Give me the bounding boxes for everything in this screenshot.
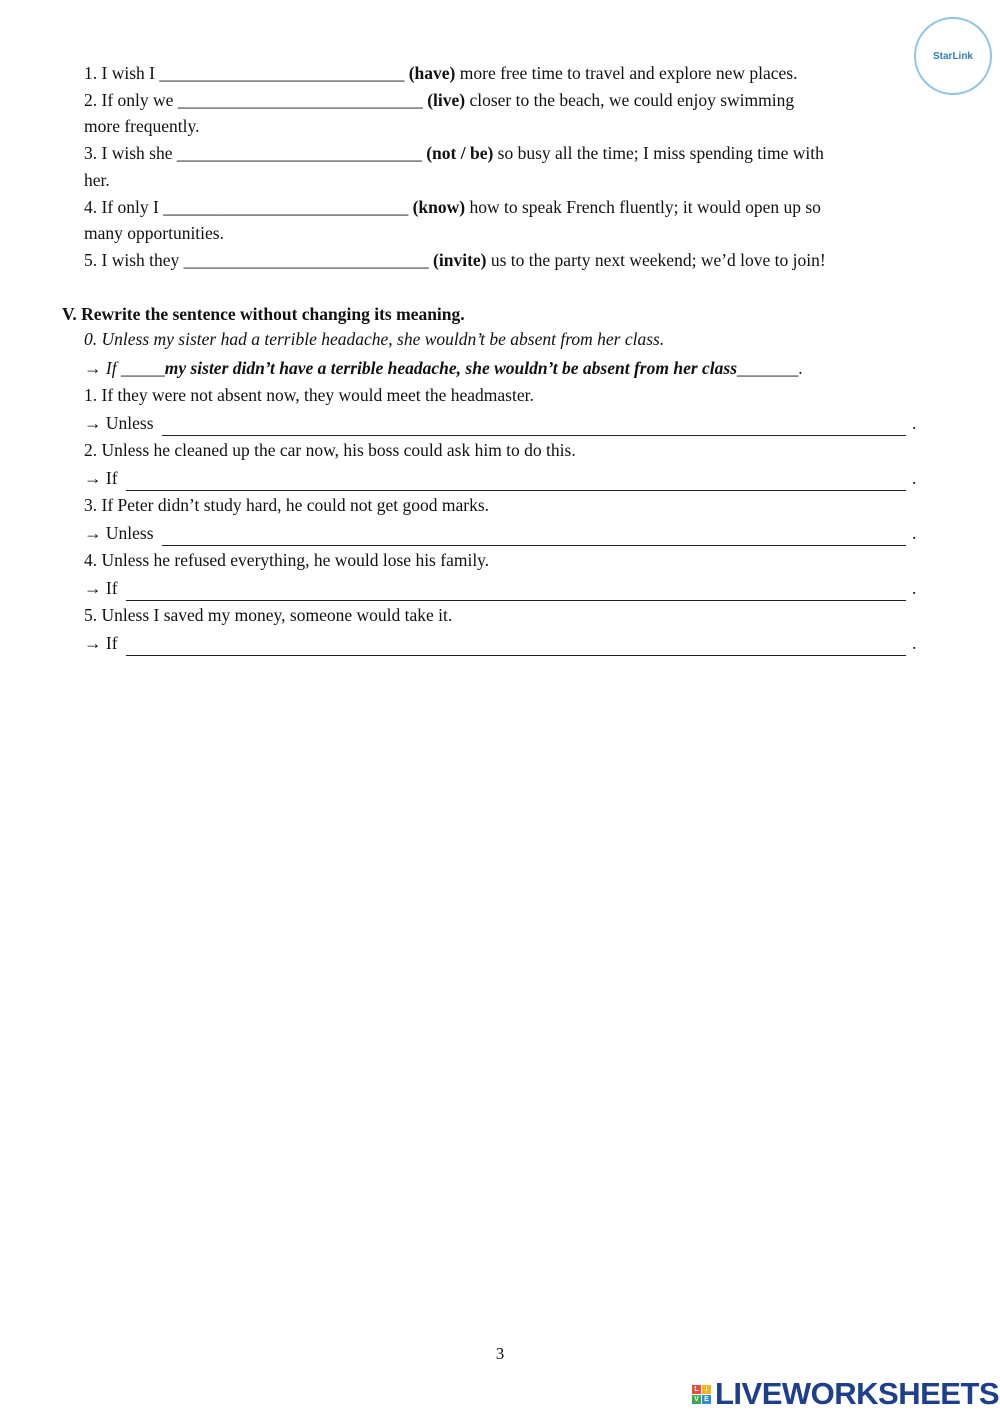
- logo-grid-icon: L I V E: [692, 1385, 711, 1404]
- answer-row: → If .: [84, 630, 920, 656]
- exercise-iv-line: 1. I wish I ____________________________ (have) more free time to travel and explore new places.: [84, 63, 798, 83]
- example-answer: my sister didn’t have a terrible headache, she wouldn’t be absent from her class: [164, 358, 738, 378]
- answer-blank[interactable]: [162, 527, 906, 546]
- answer-blank[interactable]: [126, 582, 906, 601]
- rewrite-question: 2. Unless he cleaned up the car now, his boss could ask him to do this.: [84, 440, 576, 460]
- exercise-iv-line: her.: [84, 170, 110, 190]
- rewrite-question: 1. If they were not absent now, they would meet the headmaster.: [84, 385, 534, 405]
- verb-hint: (not / be): [426, 143, 494, 163]
- answer-row: → Unless .: [84, 520, 920, 546]
- answer-row: → If .: [84, 465, 920, 491]
- exercise-iv-line: many opportunities.: [84, 223, 224, 243]
- example-answer-line: [84, 355, 803, 381]
- verb-hint: (know): [412, 197, 466, 217]
- exercise-iv-line: more frequently.: [84, 116, 200, 136]
- example-suffix: _______.: [737, 358, 803, 378]
- rewrite-question: 5. Unless I saved my money, someone would take it.: [84, 605, 453, 625]
- verb-hint: (have): [408, 63, 456, 83]
- answer-prompt: → If: [84, 468, 118, 488]
- starlink-logo: StarLink: [914, 17, 992, 95]
- verb-hint: (live): [427, 90, 466, 110]
- rewrite-question: 4. Unless he refused everything, he would lose his family.: [84, 550, 490, 570]
- answer-blank[interactable]: [126, 637, 906, 656]
- verb-hint: (invite): [433, 250, 487, 270]
- answer-prompt: → If: [84, 578, 118, 598]
- answer-row: → If .: [84, 575, 920, 601]
- example-prefix: → If _____: [84, 358, 165, 378]
- answer-blank[interactable]: [126, 472, 906, 491]
- section-v-heading: V. Rewrite the sentence without changing its meaning.: [62, 304, 465, 324]
- answer-blank[interactable]: [162, 417, 906, 436]
- brand-name: LIVEWORKSHEETS: [715, 1376, 1000, 1411]
- exercise-iv-line: 3. I wish she ____________________________ (not / be) so busy all the time; I miss spending time with: [84, 143, 824, 163]
- answer-prompt: → If: [84, 633, 118, 653]
- exercise-iv-line: 5. I wish they ____________________________ (invite) us to the party next weekend; we’d love to join!: [84, 250, 826, 270]
- answer-prompt: → Unless: [84, 413, 154, 433]
- exercise-iv-line: 2. If only we ____________________________ (live) closer to the beach, we could enjoy swimming: [84, 90, 795, 110]
- answer-prompt: → Unless: [84, 523, 154, 543]
- answer-row: → Unless .: [84, 410, 920, 436]
- example-question: 0. Unless my sister had a terrible headache, she wouldn’t be absent from her class.: [84, 329, 665, 349]
- liveworksheets-logo: [692, 1376, 999, 1412]
- rewrite-question: 3. If Peter didn’t study hard, he could not get good marks.: [84, 495, 490, 515]
- exercise-iv-line: 4. If only I ____________________________ (know) how to speak French fluently; it would open up so: [84, 197, 821, 217]
- page-number: 3: [495, 1344, 505, 1363]
